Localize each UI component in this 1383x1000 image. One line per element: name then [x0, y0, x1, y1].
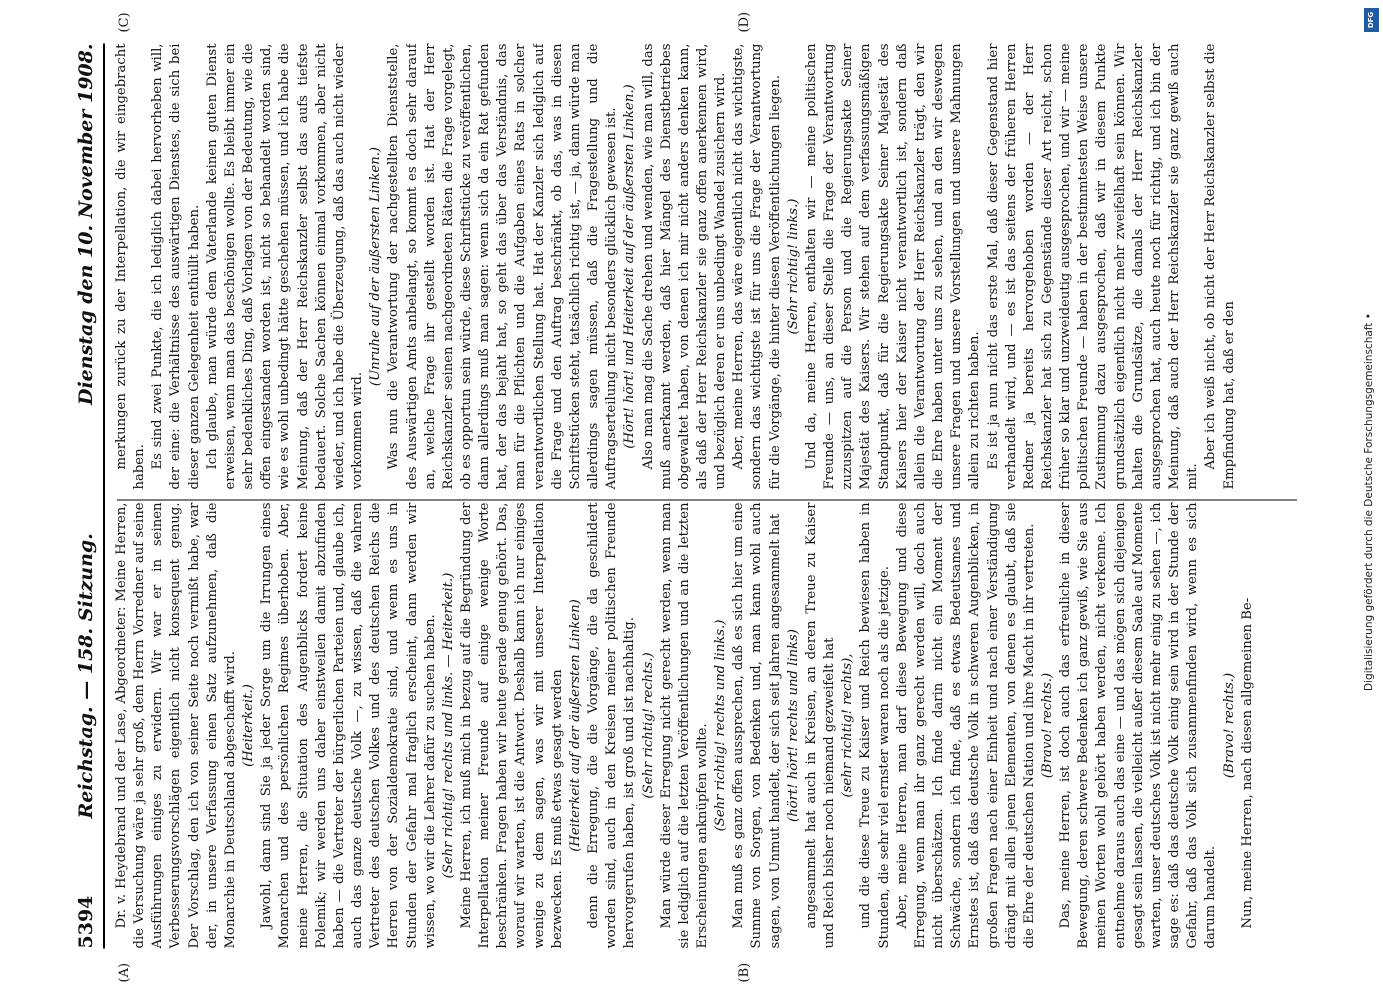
scanned-page	[57, 8, 1327, 993]
digitization-credit	[1357, 12, 1381, 992]
speech-paragraph: Aber, meine Herren, das wäre eigentlich nicht das wichtigste, sondern das wichtigste ist für uns die Frage der Verantwortung für die Vorgänge, die hinter diesen Veröffentlichungen liegen.	[730, 43, 783, 490]
speech-paragraph: Es ist ja nun nicht das erste Mal, daß dieser Gegenstand hier verhandelt wird, und — es ist das seitens der früheren Herren Redner ja bereits hervorgehoben worden — der Herr Reichskanzler hat sich zu Gegenstände dieser Art reicht, schon früher so klar und unzweideutig ausgesprochen, und wir — meine politischen Freunde — haben in der bestimmtesten Weise unsere Zustimmung dazu ausgesprochen, daß wir in diesem Punkte grundsätzlich eigentlich nicht mehr zweifelhaft sein können. Wir halten die Grundsätze, die damals der Herr Reichskanzler ausgesprochen hat, auch heute noch für richtig, und ich bin der Meinung, daß auch der Herr Reichskanzler sie ganz gewiß auch mit.	[985, 43, 1200, 490]
interjection: (Unruhe auf der äußersten Linken.)	[367, 146, 383, 387]
left-text-column	[113, 503, 1309, 949]
speech-paragraph: Und da, meine Herren, enthalten wir — meine politischen Freunde — uns, an dieser Stelle die Frage der Verantwortung zuzuspitzen auf die Person und die Regierungsakte Seiner Majestät des Kaisers. Wir stehen auf dem verfassungsmäßigen Standpunkt, daß für die Regierungsakte Seiner Majestät des Kaisers hier der Kaiser nicht verantwortlich ist, sondern daß allein die Verantwortung der Herr Reichskanzler trägt, den wir die Ehre haben unter uns zu sehen, und an den wir deswegen unsere Fragen und unsere Vorstellungen und unsere Mahnungen allein zu richten haben.	[803, 43, 982, 490]
session-date: Dienstag den 10. November 1908.	[74, 43, 97, 406]
interjection: (hört! hört! rechts und links)	[785, 629, 801, 822]
speech-paragraph: Man würde dieser Erregung nicht gerecht werden, wenn man sie lediglich auf die letzten Veröffentlichungen und an die letzten Erscheinungen anknüpfen wollte.	[658, 502, 710, 949]
margin-mark-c: (C)	[116, 12, 132, 33]
speech-paragraph: denn die Erregung, die die Vorgänge, die da geschildert worden sind, auch in den Kreisen meiner politischen Freunde hervorgerufen haben, ist groß und ist nachhaltig.	[585, 502, 637, 949]
margin-mark-a: (A)	[116, 962, 132, 983]
speech-paragraph: Also man mag die Sache drehen und wenden, wie man will, das muß anerkannt werden, daß hier Mängel des Dienstbetriebes obgewaltet haben, von denen ich mir nicht anders denken kann, als daß der Herr Reichskanzler sie ganz offen anerkennen wird, und bezüglich deren er uns unbedingt Wandel zusichern wird.	[640, 43, 728, 490]
speech-paragraph: Das, meine Herren, ist doch auch das erfreuliche in dieser Bewegung, deren schwere Bedenken ich ganz gewiß, wie Sie aus meinen Worten wohl gehört haben werden, nicht verkenne. Ich entnehme daraus auch das eine — und das mögen sich diejenigen gesagt sein lassen, die vielleicht außer diesem Saale auf Momente warten, unser deutsches Volk ist nicht mehr einig zu sehen —, ich sage es: daß das deutsche Volk einig sein wird in der Stunde der Gefahr, daß das Volk sich zusammenfinden wird, wenn es sich darum handelt.	[1057, 502, 1218, 949]
speech-paragraph: und die diese Treue zu Kaiser und Reich bewiesen haben in Stunden, die sehr viel ernster waren noch als die jetzige.	[857, 502, 892, 949]
speech-paragraph: Nun, meine Herren, nach diesen allgemeinen Be-	[1239, 597, 1255, 929]
speech-paragraph: Jawohl, dann sind Sie ja jeder Sorge um die Irrungen eines Monarchen und des persönlichen Regimes überhoben. Aber, meine Herren, die Situation des Augenblicks fordert keine Polemik; wir werden uns daher einstweilen damit abzufinden haben — die Vertreter der bürgerlichen Parteien und, glaube ich, auch das ganze deutsche Volk —, zu wissen, daß die wahren Vertreter des deutschen Volkes und des deutschen Reichs die Herren von der Sozialdemokratie sind, und wenn es uns in Stunden der Gefahr mal fraglich erscheint, dann werden wir wissen, wo wir die Lehrer dafür zu suchen haben.	[258, 502, 438, 949]
margin-mark-d: (D)	[736, 11, 752, 33]
interjection: (Bravo! rechts.)	[1221, 672, 1237, 779]
page-number: 5394	[74, 895, 97, 949]
interjection: (Heiterkeit auf der äußersten Linken)	[567, 599, 583, 852]
running-title: Reichstag. — 158. Sitzung.	[74, 533, 97, 819]
header-rule	[103, 44, 105, 949]
speech-paragraph: Meine Herren, ich muß mich in bezug auf die Begründung der Interpellation meiner Freunde auf einige wenige Worte beschränken. Fragen haben wir heute gerade genug gehört. Das, worauf wir warten, ist die Antwort. Deshalb kann ich nur einiges wenige zu dem sagen, was wir mit unserer Interpellation bezwecken. Es muß etwas gesagt werden	[458, 502, 565, 949]
speech-paragraph: Man muß es ganz offen aussprechen, daß es sich hier um eine Summe von Sorgen, von Bedenken und, man kann wohl auch sagen, von Unmut handelt, der sich seit Jahren angesammelt hat	[730, 502, 783, 949]
speech-paragraph: merkungen zurück zu der Interpellation, die wir eingebracht haben.	[113, 43, 147, 490]
interjection: (Sehr richtig! rechts.)	[640, 652, 656, 799]
speech-paragraph: Ich glaube, man würde dem Vaterlande keinen guten Dienst erweisen, wenn man das beschönigen wollte. Es bleibt immer ein sehr bedenkliches Ding, daß Vorlagen von der Bedeutung, wie die offen eingestanden worden ist, nicht so behandelt worden sind, wie es wohl unbedingt hätte geschehen müssen, und ich habe die Meinung, daß der Herr Reichskanzler selbst das aufs tiefste bedauert. Solche Sachen können einmal vorkommen, aber nicht wieder, und ich habe die Überzeugung, daß das auch nicht wieder vorkommen wird.	[204, 43, 365, 490]
speech-paragraph: Aber ich weiß nicht, ob nicht der Herr Reichskanzler selbst die Empfindung hat, daß er den	[1202, 43, 1237, 490]
column-divider	[117, 500, 1297, 501]
interjection: (Bravo! rechts.)	[1039, 672, 1055, 779]
dfg-logo-text: DFG	[1367, 11, 1376, 29]
interjection: (Sehr richtig! rechts und links.)	[712, 619, 728, 832]
margin-mark-b: (B)	[736, 962, 752, 983]
interjection: (Sehr richtig! links.)	[785, 198, 801, 335]
interjection: (Hört! hört! und Heiterkeit auf der äußersten Linken.)	[621, 84, 637, 449]
speech-paragraph: Dr. v. Heydebrand und der Lase, Abgeordneter: Meine Herren, die Versuchung wäre ja sehr groß, dem Herrn Vorredner auf seine Ausführungen einiges zu erwidern. Wir war er in seinen Verbesserungsvorschlägen eigentlich nicht konsequent genug. Der Vorschlag, den ich von seiner Seite noch vermißt habe, war der, in unsere Verfassung einen Satz aufzunehmen, daß die Monarchie in Deutschland abgeschafft wird.	[113, 502, 238, 949]
speech-paragraph: Es sind zwei Punkte, die ich lediglich dabei hervorheben will, der eine: die Verhältnisse des auswärtigen Dienstes, die sich bei dieser ganzen Gelegenheit enthüllt haben.	[149, 43, 202, 490]
interjection: (Sehr richtig! rechts und links. — Heiterkeit.)	[440, 572, 456, 879]
speech-paragraph: Aber, meine Herren, man darf diese Bewegung und diese Erregung, wenn man ihr ganz gerecht werden will, doch auch nicht überschätzen. Ich finde darin nicht ein Moment der Schwäche, sondern ich finde, daß es etwas Bedeutsames und Ernstes ist, daß das deutsche Volk in schweren Augenblicken, in großen Fragen nach einer Einheit und nach einer Verständigung drängt mit allen jenen Elementen, von denen es glaubt, daß sie die Ehre der deutschen Nation und ihre Macht in ihr vertreten.	[894, 502, 1037, 949]
page-header	[75, 44, 115, 949]
speech-paragraph: angesammelt hat auch in Kreisen, an deren Treue zu Kaiser und Reich bisher noch niemand gezweifelt hat	[803, 502, 837, 949]
interjection: (sehr richtig! rechts),	[839, 653, 855, 798]
interjection: (Heiterkeit.)	[240, 684, 256, 767]
right-text-column	[113, 44, 1309, 490]
speech-paragraph: Was nun die Verantwortung der nachgestellten Dienststelle, des Auswärtigen Amts anbelangt, so kommt es doch sehr darauf an, welche Frage ihr gestellt worden ist. Hat der Herr Reichskanzler seinen nachgeordneten Räten die Frage vorgelegt, ob es opportun sein würde, diese Schriftstücke zu veröffentlichen, dann allerdings muß man sagen: wenn sich da ein Rat gefunden hat, der das bejaht hat, so geht das über das Verständnis, das man für die Pflichten und die Aufgaben eines Rats in solcher verantwortlichen Stellung hat. Hat der Kanzler sich lediglich auf die Frage und den Auftrag beschränkt, ob das, was in diesen Schriftstücken steht, tatsächlich richtig ist, — ja, dann würde man allerdings sagen müssen, daß die Fragestellung und die Auftragserteilung nicht besonders glücklich gewesen ist.	[385, 43, 619, 490]
credit-text: Digitalisierung gefördert durch die Deutsche Forschungsgemeinschaft •	[1363, 313, 1375, 691]
